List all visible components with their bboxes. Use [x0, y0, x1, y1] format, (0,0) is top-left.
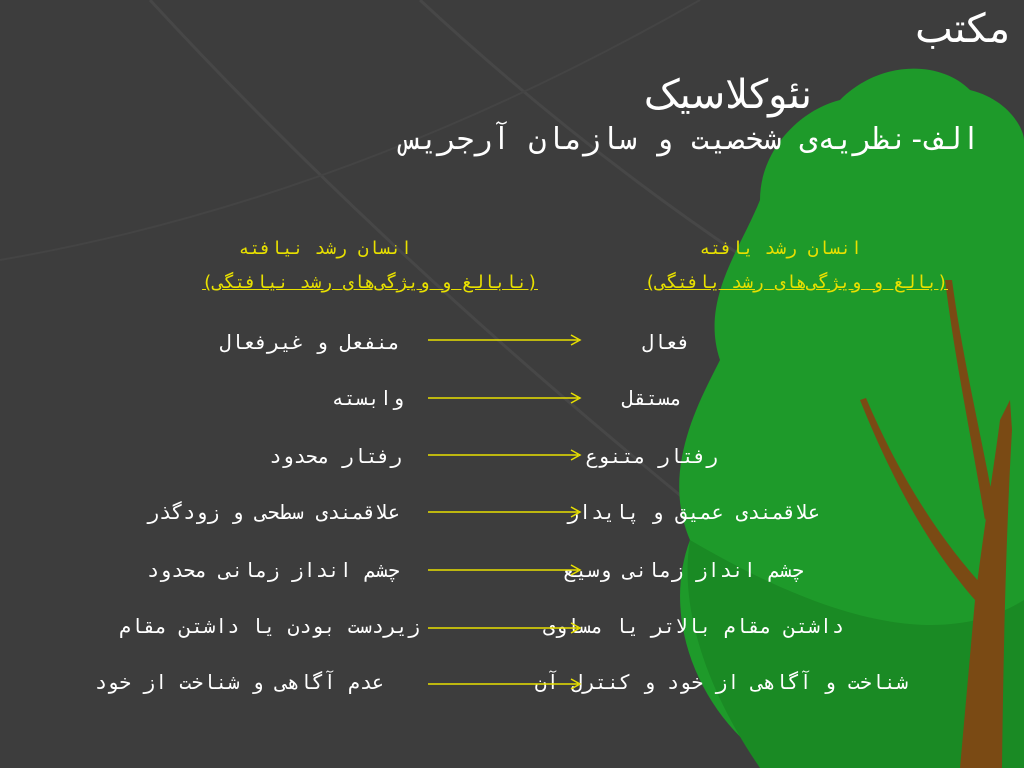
mature-column-subheading: (بالغ و ویژگی‌های رشد یافتگی)	[644, 272, 948, 293]
immature-trait: منفعل و غیرفعال	[219, 330, 400, 354]
arrow-icon	[428, 677, 584, 691]
immature-column-subheading: (نابالغ و ویژگی‌های رشد نیافتگی)	[202, 272, 538, 293]
immature-trait: عدم آگاهی و شناخت از خود	[95, 670, 384, 694]
slide-title-line2: نئوکلاسیک	[643, 72, 812, 118]
mature-trait: علاقمندی عمیق و پایدار	[567, 500, 820, 524]
immature-trait: چشم انداز زمانی محدود	[147, 558, 400, 582]
arrow-icon	[428, 391, 584, 405]
arrow-icon	[428, 505, 584, 519]
immature-trait: زیردست بودن یا داشتن مقام	[118, 614, 420, 638]
mature-trait: چشم انداز زمانی وسیع	[563, 558, 804, 582]
arrow-icon	[428, 563, 584, 577]
immature-trait: وابسته	[331, 386, 404, 410]
slide-title-line1: مکتب	[915, 6, 1010, 52]
arrow-icon	[428, 621, 584, 635]
mature-trait: رفتار متنوع	[585, 444, 718, 468]
immature-trait: رفتار محدود	[269, 444, 402, 468]
arrow-icon	[428, 448, 584, 462]
mature-trait: فعال	[641, 330, 690, 354]
arrow-icon	[428, 333, 584, 347]
mature-trait: شناخت و آگاهی از خود و کنترل آن	[534, 670, 908, 694]
immature-column-heading: انسان رشد نیافته	[238, 238, 412, 259]
mature-column-heading: انسان رشد یافته	[699, 238, 862, 259]
mature-trait: مستقل	[621, 386, 682, 410]
immature-trait: علاقمندی سطحی و زودگذر	[147, 500, 400, 524]
mature-trait: داشتن مقام بالاتر یا مساوی	[542, 614, 844, 638]
slide-subtitle: الف-نظریه‌ی شخصیت و سازمان آرجریس	[402, 122, 980, 157]
